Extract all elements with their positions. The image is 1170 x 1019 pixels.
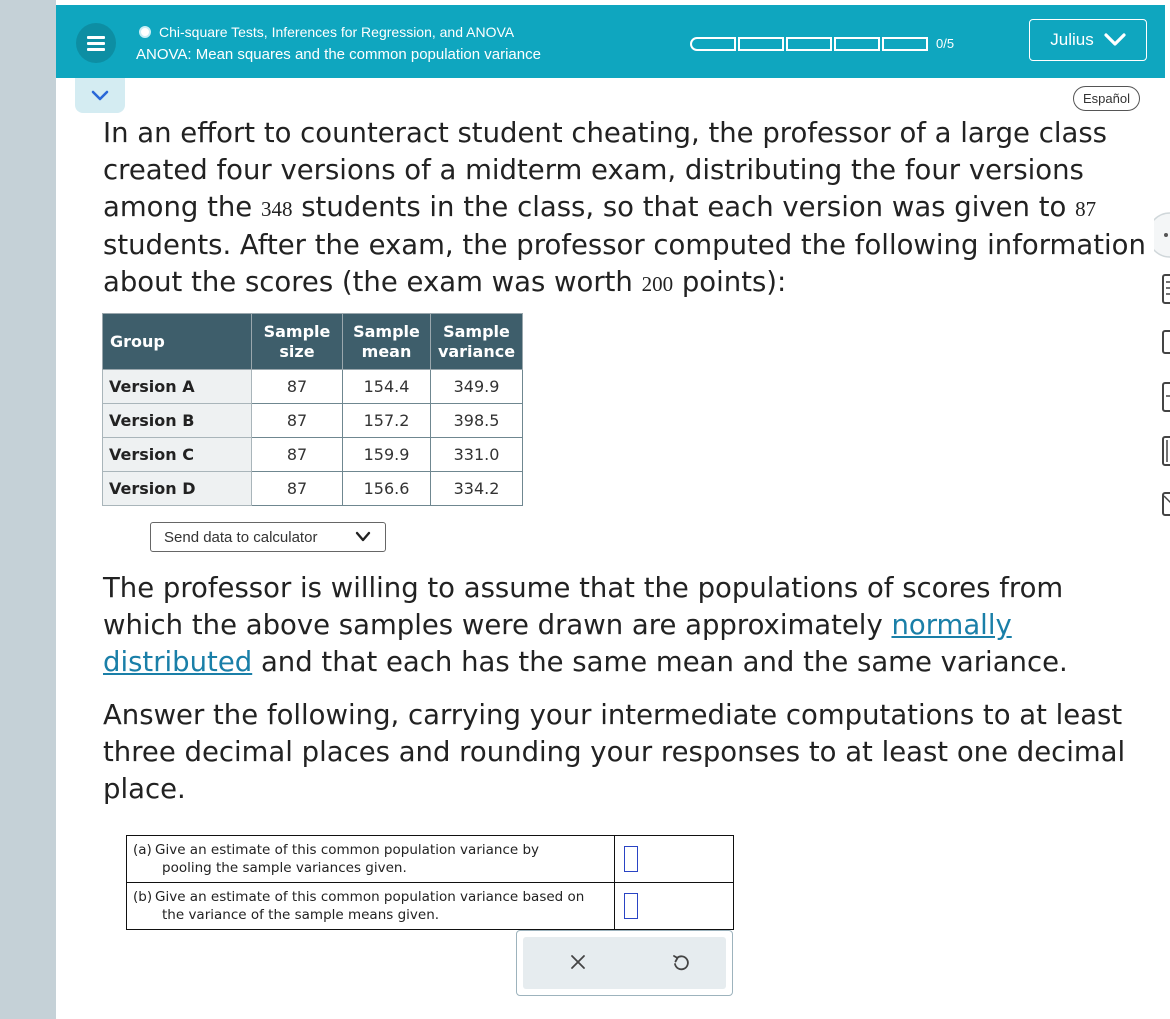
chevron-down-icon	[1104, 33, 1126, 47]
student-count: 348	[260, 196, 293, 221]
size-cell: 87	[252, 370, 343, 404]
calculator-icon[interactable]	[1162, 274, 1170, 304]
students-per-version: 87	[1075, 196, 1097, 221]
question-text: pooling the sample variances given.	[162, 860, 407, 876]
assumption-text	[103, 570, 1133, 680]
text: students. After the exam, the professor computed the following information about the scores (the exam was worth	[103, 229, 1146, 299]
exam-points: 200	[641, 272, 674, 297]
answer-table	[126, 835, 734, 930]
mean-cell: 154.4	[343, 370, 431, 404]
progress-bar	[690, 36, 954, 51]
table-row	[103, 472, 523, 506]
question-b	[127, 883, 615, 930]
text: students in the class, so that each version was given to	[292, 190, 1076, 223]
menu-button[interactable]	[76, 23, 116, 63]
answer-cell	[615, 836, 734, 883]
book-icon[interactable]	[1162, 382, 1170, 412]
answer-input-a[interactable]	[624, 846, 638, 872]
question-row	[127, 883, 734, 930]
variance-cell: 398.5	[431, 404, 523, 438]
question-a	[127, 836, 615, 883]
status-dot-icon	[139, 26, 151, 38]
size-cell: 87	[252, 404, 343, 438]
question-text: Give an estimate of this common population variance based on	[155, 889, 585, 905]
answer-cell	[615, 883, 734, 930]
text: The professor is willing to assume that the populations of scores from which the above samples were drawn are approximately	[103, 572, 1064, 641]
variance-cell: 349.9	[431, 370, 523, 404]
page-title: ANOVA: Mean squares and the common population variance	[136, 46, 541, 63]
group-cell: Version D	[103, 472, 252, 506]
expand-icon[interactable]	[1154, 210, 1170, 260]
question-row	[127, 836, 734, 883]
table-row	[103, 404, 523, 438]
user-name: Julius	[1050, 30, 1094, 49]
problem-intro	[103, 115, 1153, 303]
group-cell: Version A	[103, 370, 252, 404]
mean-cell: 156.6	[343, 472, 431, 506]
mean-cell: 159.9	[343, 438, 431, 472]
section-title: Chi-square Tests, Inferences for Regression, and ANOVA	[159, 24, 515, 40]
progress-segment	[690, 37, 736, 51]
group-cell: Version C	[103, 438, 252, 472]
group-cell: Version B	[103, 404, 252, 438]
column-header: Sample variance	[431, 314, 523, 370]
variance-cell: 331.0	[431, 438, 523, 472]
question-label: (b)	[133, 889, 153, 905]
document-icon[interactable]	[1162, 436, 1170, 466]
mean-cell: 157.2	[343, 404, 431, 438]
question-text: the variance of the sample means given.	[162, 907, 440, 923]
progress-segment	[834, 37, 880, 51]
top-bar	[56, 5, 1165, 78]
answer-input-b[interactable]	[624, 893, 638, 919]
toolbar-panel	[523, 937, 726, 989]
mail-icon[interactable]	[1162, 492, 1170, 516]
normal-distribution-link[interactable]: normally distributed	[103, 608, 1012, 678]
text: In an effort to counteract student cheating, the professor of a large class created four versions of a midterm exam, distributing the four versions among the	[103, 117, 1107, 223]
instructions-text: Answer the following, carrying your intermediate computations to at least three decimal places and rounding your responses to at least one decimal place.	[103, 699, 1126, 805]
progress-segment	[786, 37, 832, 51]
question-text: Give an estimate of this common population variance by	[155, 842, 540, 858]
collapse-toggle[interactable]	[75, 78, 125, 113]
text: and that each has the same mean and the same variance.	[252, 645, 1068, 678]
language-button[interactable]: Español	[1073, 86, 1140, 111]
column-header: Group	[103, 314, 252, 370]
answer-toolbar	[516, 930, 733, 996]
breadcrumb	[136, 24, 541, 63]
user-menu-button[interactable]	[1029, 19, 1147, 61]
clear-icon[interactable]	[569, 953, 587, 971]
size-cell: 87	[252, 438, 343, 472]
question-label: (a)	[133, 842, 152, 858]
send-data-button[interactable]	[150, 522, 386, 552]
table-row	[103, 438, 523, 472]
data-table	[102, 313, 523, 506]
send-data-label: Send data to calculator	[164, 528, 318, 546]
column-header: Sample mean	[343, 314, 431, 370]
column-header: Sample size	[252, 314, 343, 370]
table-row	[103, 370, 523, 404]
text: points):	[673, 266, 787, 299]
undo-icon[interactable]	[671, 953, 691, 973]
chevron-down-icon	[91, 90, 109, 102]
chevron-down-icon	[355, 531, 371, 543]
progress-segment	[738, 37, 784, 51]
variance-cell: 334.2	[431, 472, 523, 506]
notebook-icon[interactable]	[1162, 328, 1170, 358]
progress-segment	[882, 37, 928, 51]
size-cell: 87	[252, 472, 343, 506]
progress-count: 0/5	[936, 36, 955, 51]
